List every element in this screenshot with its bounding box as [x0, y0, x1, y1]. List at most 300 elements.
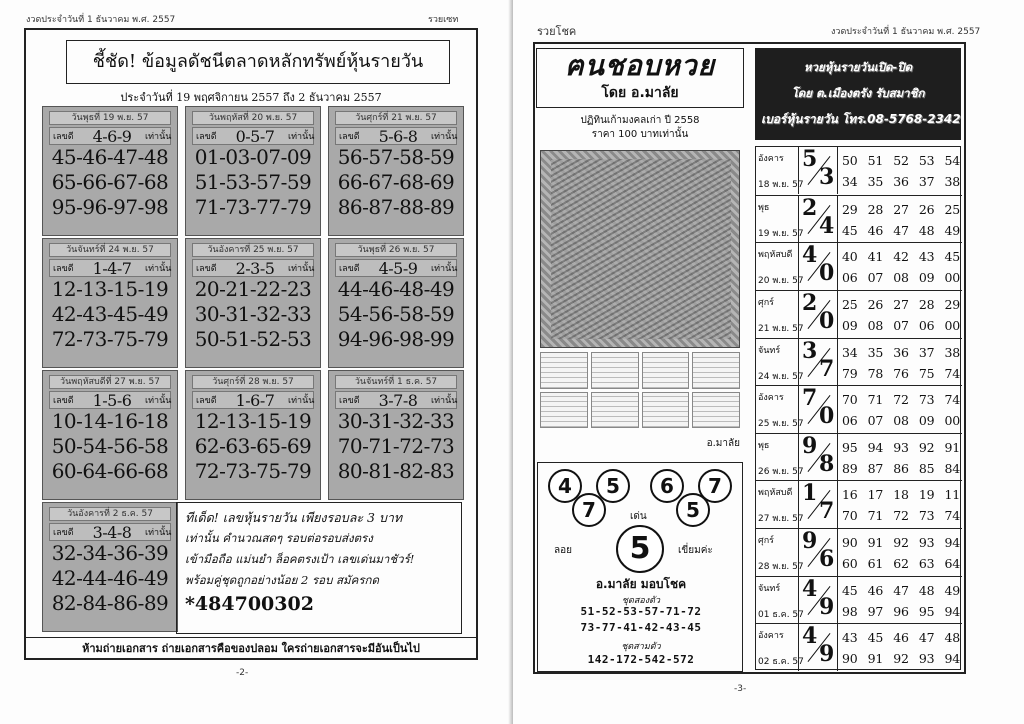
number: 63: [918, 556, 935, 572]
lead-suffix: เท่านั้น: [431, 132, 458, 142]
author-name: โดย อ.มาลัย: [601, 85, 679, 101]
number: 26: [867, 296, 884, 312]
number: 28: [918, 296, 935, 312]
number: 25: [944, 201, 960, 217]
daily-number-cell: [328, 106, 464, 236]
number: 00: [944, 270, 960, 286]
row-day: อังคาร: [758, 631, 784, 642]
number: 95: [842, 439, 858, 455]
lead-suffix: เท่านั้น: [288, 264, 315, 274]
number-row: 86-87-88-89: [337, 195, 455, 219]
info-line: ราคา 100 บาทเท่านั้น: [591, 129, 689, 140]
number: 73: [918, 508, 935, 524]
cell-lead: [49, 259, 171, 277]
lead-label: เลขดี: [53, 264, 74, 274]
number: 71: [867, 392, 884, 408]
cell-day: วันอังคารที่ 2 ธ.ค. 57: [49, 507, 171, 521]
number: 06: [842, 270, 858, 286]
title-box: [536, 48, 744, 108]
digit-top: 4: [802, 623, 818, 650]
top-numbers: [842, 392, 960, 407]
digit-pair: [798, 291, 838, 338]
number: 26: [918, 201, 935, 217]
number: 86: [893, 460, 909, 476]
bottom-numbers: [842, 270, 960, 285]
lead-label: เลขดี: [53, 132, 74, 142]
number: 70: [842, 508, 858, 524]
three-digit-set: 142-172-542-572: [587, 653, 695, 666]
lead-suffix: เท่านั้น: [431, 396, 458, 406]
number: 93: [918, 651, 935, 667]
number: 47: [893, 222, 909, 238]
number: 08: [893, 413, 909, 429]
number-row: 50-54-56-58: [51, 434, 169, 458]
result-row: [756, 385, 962, 433]
number: 07: [867, 413, 884, 429]
digit-pair: [798, 196, 838, 243]
row-day: ศุกร์: [758, 536, 774, 547]
page-number: -2-: [236, 668, 249, 678]
number: 45: [944, 249, 960, 265]
promo-line: เข้ามือถือ แม่นยำ ล็อคตรงเป้า เลขเด่นมาชัวร์!: [185, 552, 415, 566]
lead-label: เลขดี: [196, 396, 217, 406]
top-numbers: [842, 583, 960, 598]
number: 37: [918, 344, 935, 360]
number: 16: [842, 487, 858, 503]
daily-number-cell: [185, 106, 321, 236]
number: 54: [944, 153, 960, 168]
number: 74: [944, 508, 960, 524]
digit-top: 9: [802, 432, 818, 459]
result-row: [756, 480, 962, 528]
number: 91: [867, 651, 884, 667]
calendar-month-image: [540, 352, 588, 389]
number: 52: [893, 153, 909, 168]
number: 06: [842, 413, 858, 429]
lead-digits: 2-3-5: [235, 258, 275, 278]
promo-line: พร้อมคู่ชุดถูกอย่างน้อย 2 รอบ สมัครกด: [185, 573, 379, 587]
lead-digits: 1-4-7: [92, 258, 132, 278]
number-row: 60-64-66-68: [51, 459, 169, 483]
bottom-numbers: [842, 651, 960, 666]
number-row: 12-13-15-19: [51, 277, 169, 301]
number: 46: [867, 582, 884, 598]
page-headline: ชี้ชัด! ข้อมูลดัชนีตลาดหลักทรัพย์หุ้นรายวัน: [66, 40, 450, 84]
calendar-month-image: [540, 392, 588, 429]
number: 45: [867, 630, 884, 646]
bottom-numbers: [842, 223, 960, 238]
number-row: 44-46-48-49: [337, 277, 455, 301]
cell-day: วันอังคารที่ 25 พ.ย. 57: [192, 243, 314, 257]
digit-bottom: 9: [819, 593, 835, 620]
bottom-numbers: [842, 556, 960, 571]
lead-label: เลขดี: [339, 396, 360, 406]
number-row: 50-51-52-53: [194, 327, 312, 351]
number-row: 65-66-67-68: [51, 170, 169, 194]
cell-lead: [49, 523, 171, 541]
lead-digits: 1-6-7: [235, 390, 275, 410]
row-date: 20 พ.ย. 57: [758, 276, 804, 287]
digit-bottom: 6: [819, 546, 835, 573]
number: 38: [944, 174, 960, 189]
number: 41: [867, 249, 884, 265]
lead-suffix: เท่านั้น: [145, 264, 172, 274]
number: 62: [893, 556, 909, 572]
three-digit-set-label: ชุดสามตัว: [621, 642, 661, 652]
number: 28: [867, 201, 884, 217]
number: 90: [842, 535, 858, 551]
banner-line: โดย ต.เมืองตรัง รับสมาชิก: [791, 86, 925, 100]
lead-digits: 0-5-7: [235, 126, 275, 146]
number: 74: [944, 392, 960, 408]
row-day: พฤหัสบดี: [758, 488, 793, 499]
digit-top: 7: [802, 385, 818, 412]
date-range: ประจำวันที่ 19 พฤศจิกายน 2557 ถึง 2 ธันวาคม 2557: [120, 91, 382, 104]
number: 25: [842, 296, 858, 312]
lead-suffix: เท่านั้น: [145, 528, 172, 538]
lead-label: เลขดี: [53, 528, 74, 538]
number: 78: [867, 365, 884, 381]
daily-number-cell: [328, 238, 464, 368]
number: 11: [944, 487, 960, 503]
number: 17: [867, 487, 884, 503]
number: 85: [918, 460, 935, 476]
number-row: 94-96-98-99: [337, 327, 455, 351]
calendar-thumbnails: [540, 352, 740, 428]
number-row: 62-63-65-69: [194, 434, 312, 458]
digit-pair: [798, 624, 838, 671]
number: 72: [893, 508, 909, 524]
row-day: พฤหัสบดี: [758, 250, 793, 261]
lucky-digit-circle: 5: [676, 493, 710, 527]
result-row: [756, 195, 962, 243]
number-row: 42-44-46-49: [51, 566, 169, 590]
number: 49: [944, 582, 960, 598]
number: 40: [842, 249, 858, 265]
daily-number-cell: [185, 238, 321, 368]
number-row: 70-71-72-73: [337, 434, 455, 458]
digit-bottom: 0: [819, 260, 835, 287]
number: 96: [893, 603, 909, 619]
number-row: 66-67-68-69: [337, 170, 455, 194]
number-row: 95-96-97-98: [51, 195, 169, 219]
digit-bottom: 9: [819, 641, 835, 668]
number: 00: [944, 413, 960, 429]
lead-suffix: เท่านั้น: [145, 396, 172, 406]
cell-lead: [49, 391, 171, 409]
number: 93: [918, 535, 935, 551]
lead-label: เลขดี: [339, 264, 360, 274]
daily-number-cell: [42, 502, 178, 632]
featured-digit-circle: 5: [616, 525, 664, 573]
number: 08: [867, 317, 884, 333]
cell-day: วันศุกร์ที่ 21 พ.ย. 57: [335, 111, 457, 125]
digit-bottom: 7: [819, 498, 835, 525]
number: 45: [842, 222, 858, 238]
row-day: พุธ: [758, 440, 770, 451]
number: 42: [893, 249, 909, 265]
number: 51: [867, 153, 884, 168]
number: 93: [893, 439, 909, 455]
two-digit-set: 51-52-53-57-71-72: [580, 605, 702, 618]
featured-label: เด่น: [630, 511, 647, 522]
running-head-title: รวยโชค: [537, 25, 577, 38]
two-digit-set-label: ชุดสองตัว: [621, 596, 661, 606]
number: 71: [867, 508, 884, 524]
row-date: 18 พ.ย. 57: [758, 180, 804, 190]
number: 91: [867, 535, 884, 551]
running-head-date: งวดประจำวันที่ 1 ธันวาคม พ.ศ. 2557: [831, 27, 981, 37]
top-numbers: [842, 345, 960, 360]
digit-top: 2: [802, 194, 818, 221]
number-row: 72-73-75-79: [51, 327, 169, 351]
number: 37: [918, 174, 935, 189]
number: 50: [842, 153, 858, 168]
lucky-numbers-box: [537, 462, 743, 672]
author-signature: อ.มาลัย: [706, 438, 740, 449]
number: 76: [893, 365, 909, 381]
number: 27: [893, 296, 909, 312]
number-row: 71-73-77-79: [194, 195, 312, 219]
number: 94: [944, 603, 960, 619]
number: 18: [893, 487, 909, 503]
copy-warning: ห้ามถ่ายเอกสาร ถ่ายเอกสารคือของปลอม ใครถ่ายเอกสารจะมีอันเป็นไป: [24, 637, 478, 660]
result-row: [756, 623, 962, 671]
number: 29: [842, 201, 858, 217]
number: 61: [867, 556, 884, 572]
lead-digits: 5-6-8: [378, 126, 418, 146]
calendar-month-image: [591, 352, 639, 389]
number: 43: [918, 249, 935, 265]
number-row: 30-31-32-33: [337, 409, 455, 433]
number-row: 30-31-32-33: [194, 302, 312, 326]
number: 27: [893, 201, 909, 217]
cell-day: วันพฤหัสที่ 20 พ.ย. 57: [192, 111, 314, 125]
bottom-numbers: [842, 413, 960, 428]
cell-day: วันพฤหัสบดีที่ 27 พ.ย. 57: [49, 375, 171, 389]
cell-lead: [335, 259, 457, 277]
number: 53: [918, 153, 935, 168]
digit-bottom: 4: [819, 212, 835, 239]
number: 91: [944, 439, 960, 455]
number: 74: [944, 365, 960, 381]
cell-lead: [192, 127, 314, 145]
bottom-numbers: [842, 366, 960, 381]
temple-artwork-image: [540, 150, 740, 348]
cell-lead: [335, 127, 457, 145]
number: 48: [918, 222, 935, 238]
calendar-month-image: [642, 352, 690, 389]
cell-day: วันศุกร์ที่ 28 พ.ย. 57: [192, 375, 314, 389]
calendar-month-image: [692, 392, 740, 429]
number-row: 51-53-57-59: [194, 170, 312, 194]
digit-top: 1: [802, 480, 818, 507]
number: 48: [944, 630, 960, 646]
number: 84: [944, 460, 960, 476]
top-numbers: [842, 630, 960, 645]
number-row: 32-34-36-39: [51, 541, 169, 565]
number: 92: [893, 651, 909, 667]
number: 35: [867, 344, 884, 360]
running-head-title: รวยเซท: [428, 15, 459, 25]
number: 38: [944, 344, 960, 360]
number: 46: [867, 222, 884, 238]
row-date: 26 พ.ย. 57: [758, 466, 804, 477]
row-day: อังคาร: [758, 154, 784, 164]
row-date: 19 พ.ย. 57: [758, 228, 804, 239]
lead-suffix: เท่านั้น: [288, 396, 315, 406]
daily-number-cell: [42, 106, 178, 236]
number: 92: [893, 535, 909, 551]
banner-phone-line: เบอร์หุ้นรายวัน โทร.08-5768-2342: [761, 112, 961, 126]
result-row: [756, 528, 962, 576]
number: 46: [893, 630, 909, 646]
digit-pair: [798, 339, 838, 386]
number: 19: [918, 487, 935, 503]
lead-digits: 3-7-8: [378, 390, 418, 410]
row-date: 28 พ.ย. 57: [758, 562, 804, 573]
calendar-month-image: [642, 392, 690, 429]
number: 36: [893, 344, 909, 360]
number: 47: [918, 630, 935, 646]
daily-stock-banner: [755, 48, 961, 140]
cell-lead: [192, 391, 314, 409]
digit-pair: [798, 529, 838, 576]
result-row: [756, 576, 962, 624]
digit-bottom: 3: [819, 164, 835, 190]
number: 72: [893, 392, 909, 408]
number: 64: [944, 556, 960, 572]
digit-pair: [798, 434, 838, 481]
digit-top: 5: [802, 146, 818, 172]
number-row: 20-21-22-23: [194, 277, 312, 301]
number: 34: [842, 344, 858, 360]
cell-lead: [192, 259, 314, 277]
cell-day: วันพุธที่ 26 พ.ย. 57: [335, 243, 457, 257]
bottom-numbers: [842, 461, 960, 476]
digit-pair: [798, 147, 838, 194]
number: 34: [842, 174, 858, 189]
two-digit-set: 73-77-41-42-43-45: [580, 621, 702, 634]
promo-line: เท่านั้น คำนวณสดๆ รอบต่อรอบส่งตรง: [185, 531, 373, 545]
top-numbers: [842, 297, 960, 312]
top-numbers: [842, 535, 960, 550]
digit-bottom: 7: [819, 355, 835, 382]
row-date: 02 ธ.ค. 57: [758, 657, 804, 668]
digit-bottom: 0: [819, 403, 835, 430]
number-row: 54-56-58-59: [337, 302, 455, 326]
digit-pair: [798, 243, 838, 290]
lead-suffix: เท่านั้น: [431, 264, 458, 274]
number: 94: [944, 535, 960, 551]
top-numbers: [842, 487, 960, 502]
number: 43: [842, 630, 858, 646]
number: 35: [867, 174, 884, 189]
row-day: จันทร์: [758, 345, 781, 356]
bottom-numbers: [842, 174, 960, 189]
lead-label: เลขดี: [196, 132, 217, 142]
number: 89: [842, 460, 858, 476]
number: 94: [867, 439, 884, 455]
number-row: 82-84-86-89: [51, 591, 169, 615]
number: 08: [893, 270, 909, 286]
lucky-digit-circle: 7: [572, 493, 606, 527]
lucky-digit-circle: 6: [650, 469, 684, 503]
number: 75: [918, 365, 935, 381]
number: 48: [918, 582, 935, 598]
top-numbers: [842, 153, 960, 168]
result-row: [756, 433, 962, 481]
daily-results-table: [755, 146, 961, 670]
cell-day: วันจันทร์ที่ 1 ธ.ค. 57: [335, 375, 457, 389]
row-day: จันทร์: [758, 583, 781, 594]
lead-digits: 4-6-9: [92, 126, 132, 146]
number: 29: [944, 296, 960, 312]
number: 70: [842, 392, 858, 408]
number: 36: [893, 174, 909, 189]
lucky-label: เขี่ยมค่ะ: [678, 545, 713, 556]
row-date: 27 พ.ย. 57: [758, 514, 804, 525]
digit-top: 9: [802, 528, 818, 555]
digit-top: 3: [802, 337, 818, 364]
number: 94: [944, 651, 960, 667]
promo-box: [176, 502, 462, 634]
lead-label: เลขดี: [53, 396, 74, 406]
floating-label: ลอย: [554, 545, 572, 556]
number: 07: [893, 317, 909, 333]
calendar-month-image: [692, 352, 740, 389]
lead-label: เลขดี: [196, 264, 217, 274]
number-row: 42-43-45-49: [51, 302, 169, 326]
book-title: ฅนชอบหวย: [564, 49, 716, 82]
number-row: 01-03-07-09: [194, 145, 312, 169]
number: 45: [842, 582, 858, 598]
top-numbers: [842, 202, 960, 217]
lucky-digit-circle: 7: [698, 469, 732, 503]
digit-top: 2: [802, 289, 818, 316]
calendar-info: [536, 114, 744, 142]
result-row: [756, 290, 962, 338]
digit-bottom: 0: [819, 307, 835, 334]
info-line: ปฏิทินเก้ามงคลเก่า ปี 2558: [580, 115, 700, 126]
number: 87: [867, 460, 884, 476]
row-date: 24 พ.ย. 57: [758, 371, 804, 382]
daily-number-cell: [185, 370, 321, 500]
digit-bottom: 8: [819, 450, 835, 477]
daily-number-cell: [42, 238, 178, 368]
cell-day: วันพุธที่ 19 พ.ย. 57: [49, 111, 171, 125]
gift-author-line: อ.มาลัย มอบโชค: [595, 577, 687, 591]
lucky-digit-circle: 5: [596, 469, 630, 503]
row-day: ศุกร์: [758, 297, 774, 308]
number: 09: [918, 270, 935, 286]
row-day: อังคาร: [758, 393, 784, 404]
promo-line: ทีเด็ด! เลขหุ้นรายวัน เพียงรอบละ 3 บาท: [185, 510, 403, 525]
digit-pair: [798, 481, 838, 528]
bottom-numbers: [842, 508, 960, 523]
row-date: 21 พ.ย. 57: [758, 323, 804, 334]
daily-number-cell: [42, 370, 178, 500]
number: 90: [842, 651, 858, 667]
cell-lead: [49, 127, 171, 145]
number: 07: [867, 270, 884, 286]
lead-suffix: เท่านั้น: [288, 132, 315, 142]
lucky-digit-circle: 4: [548, 469, 582, 503]
lead-label: เลขดี: [339, 132, 360, 142]
promo-phone: *484700302: [185, 593, 314, 615]
number-row: 45-46-47-48: [51, 145, 169, 169]
row-date: 01 ธ.ค. 57: [758, 609, 804, 620]
